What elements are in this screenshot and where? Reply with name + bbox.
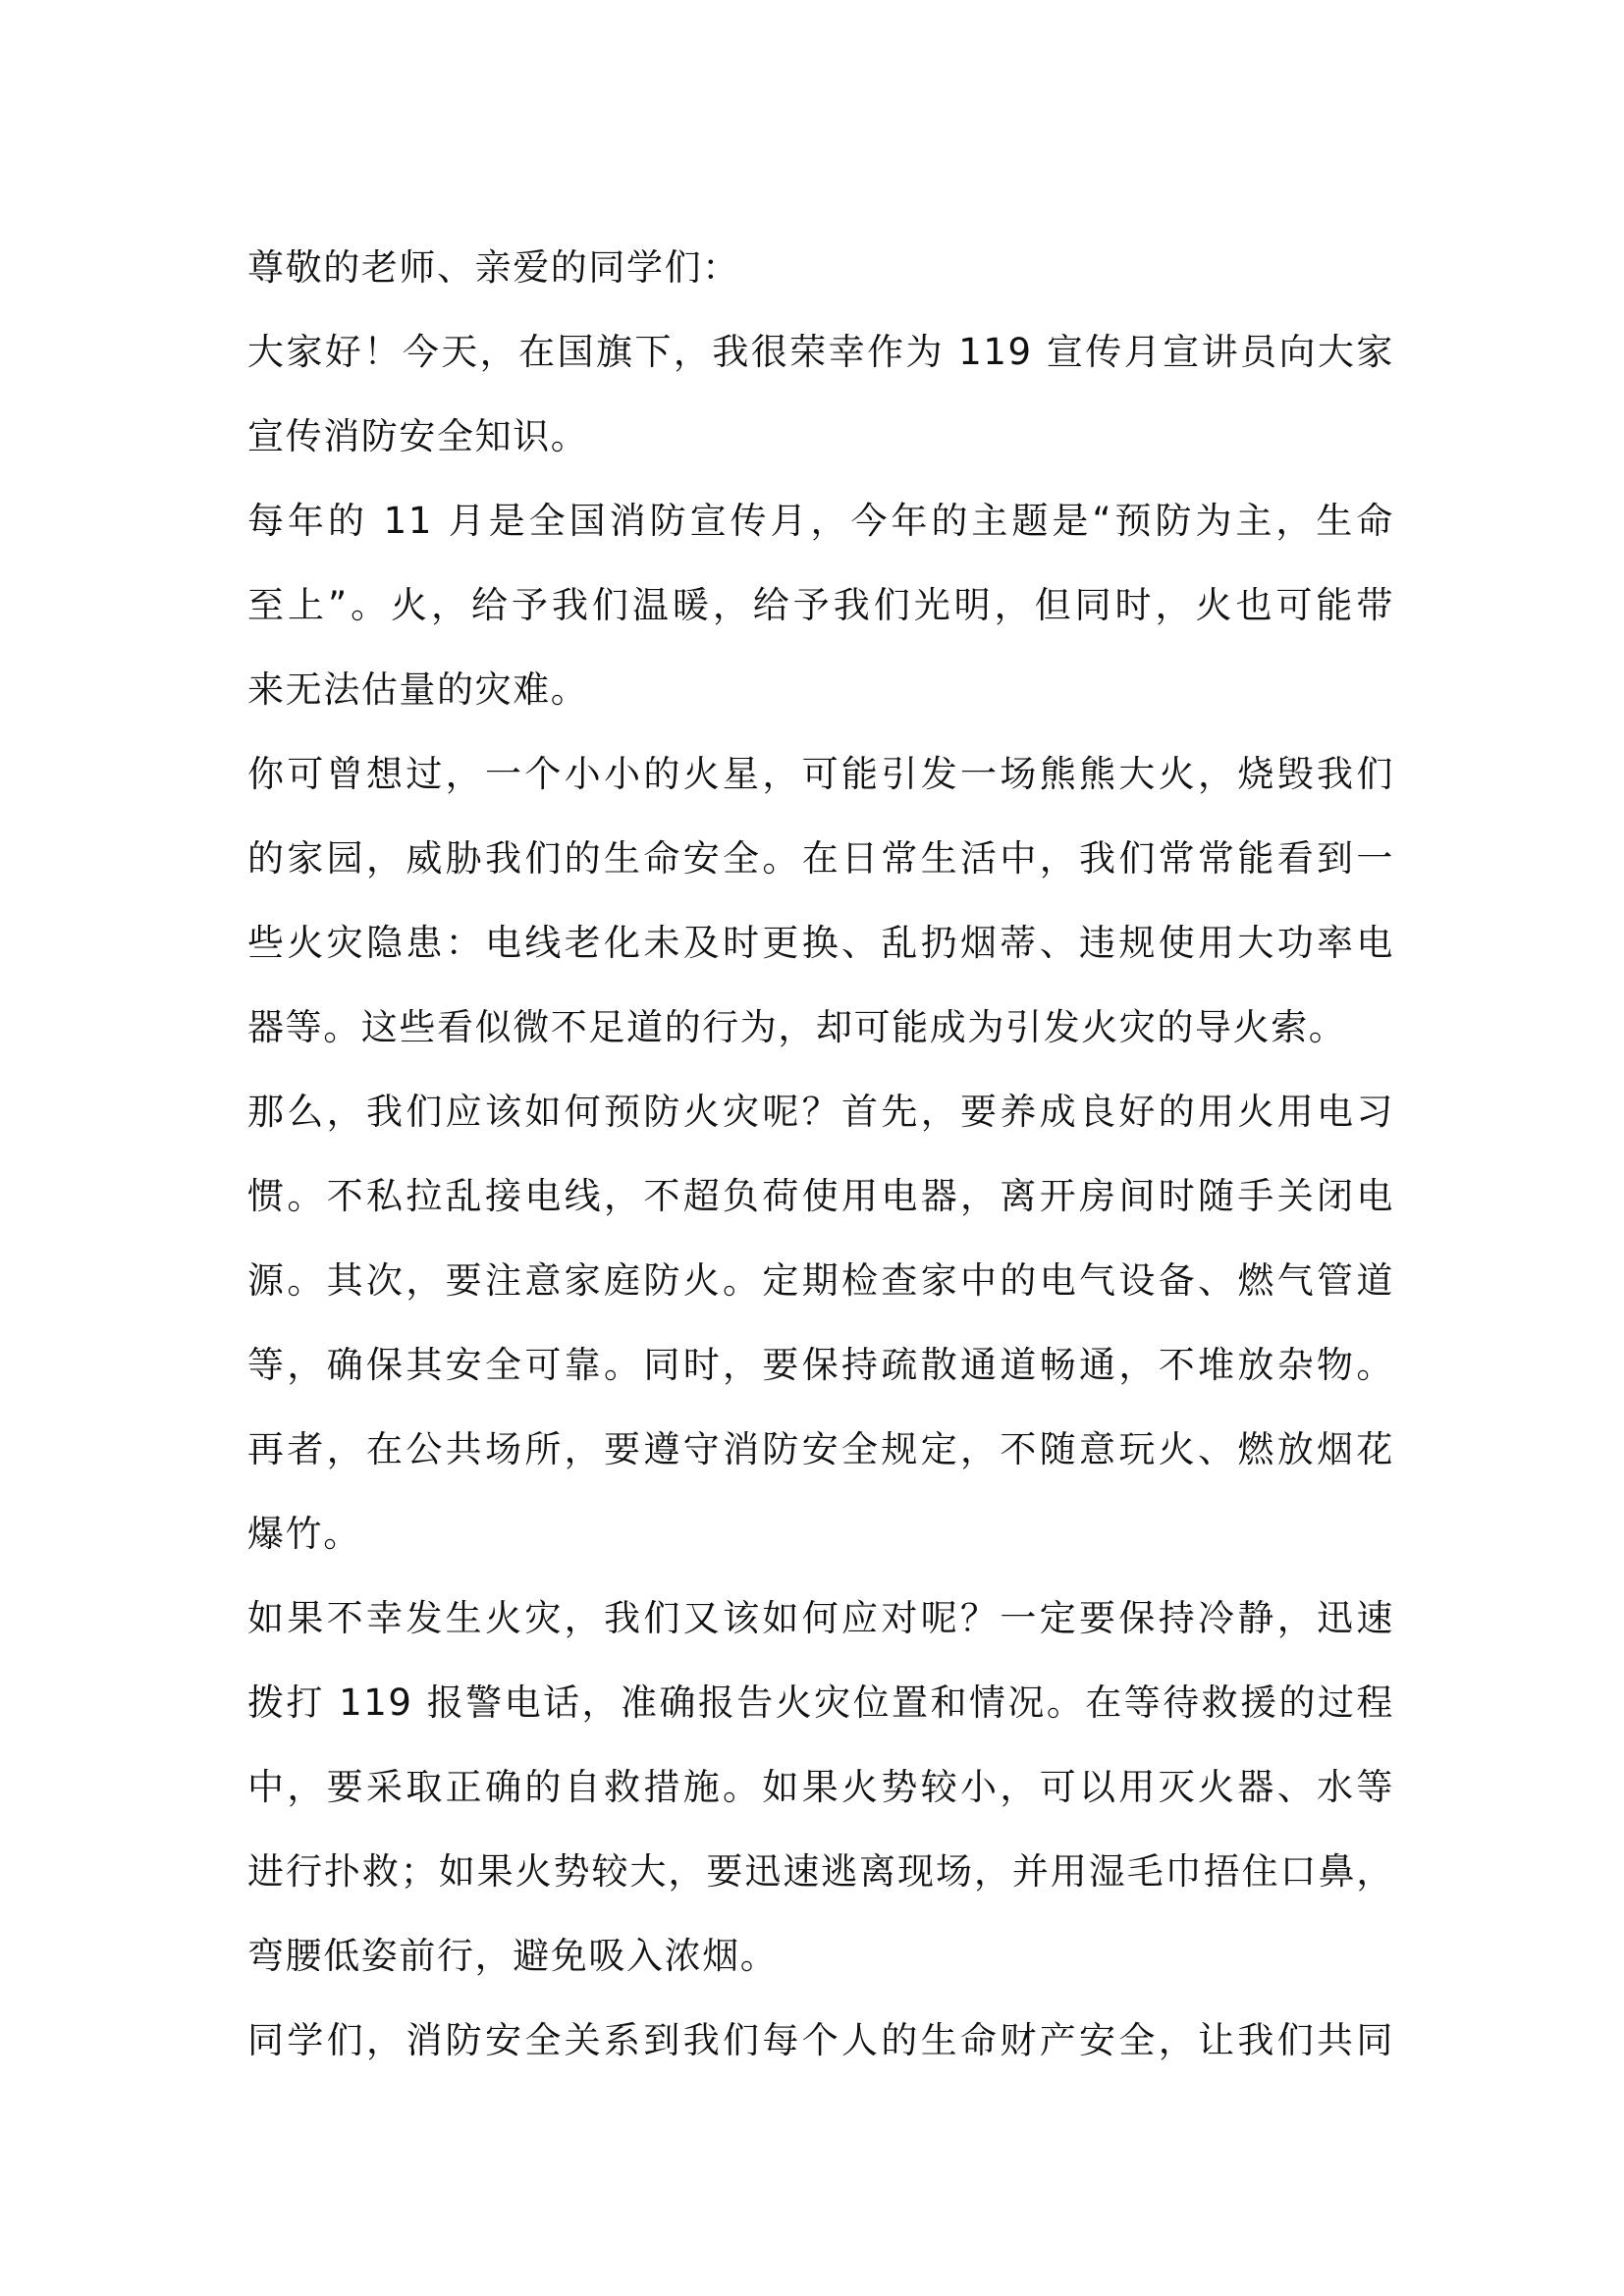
- text-line: 拨打 119 报警电话，准确报告火灾位置和情况。在等待救援的过程: [247, 1682, 1394, 1724]
- text-line: 再者，在公共场所，要遵守消防安全规定，不随意玩火、燃放烟花: [247, 1428, 1394, 1470]
- text-line: 大家好！今天，在国旗下，我很荣幸作为 119 宣传月宣讲员向大家: [247, 331, 1394, 373]
- paragraph-closing: [247, 1999, 1394, 2083]
- paragraph-theme: [247, 479, 1394, 732]
- text-line: 的家园，威胁我们的生命安全。在日常生活中，我们常常能看到一: [247, 837, 1394, 880]
- text-line: 来无法估量的灾难。: [247, 668, 589, 711]
- text-line: 弯腰低姿前行，避免吸入浓烟。: [247, 1935, 779, 1977]
- text-line: 进行扑救；如果火势较大，要迅速逃离现场，并用湿毛巾捂住口鼻，: [247, 1850, 1394, 1893]
- text-line: 每年的 11 月是全国消防宣传月，今年的主题是“预防为主，生命: [247, 500, 1394, 542]
- text-line: 些火灾隐患：电线老化未及时更换、乱扔烟蒂、违规使用大功率电: [247, 922, 1394, 964]
- text-line: 你可曾想过，一个小小的火星，可能引发一场熊熊大火，烧毁我们: [247, 753, 1394, 795]
- text-line: 至上”。火，给予我们温暖，给予我们光明，但同时，火也可能带: [247, 584, 1394, 626]
- speech-body: [247, 226, 1394, 2083]
- text-line: 器等。这些看似微不足道的行为，却可能成为引发火灾的导火索。: [247, 1006, 1347, 1048]
- text-line: 那么，我们应该如何预防火灾呢？首先，要养成良好的用火用电习: [247, 1091, 1394, 1133]
- text-line: 尊敬的老师、亲爱的同学们：: [247, 246, 740, 289]
- paragraph-response: [247, 1576, 1394, 1999]
- text-line: 惯。不私拉乱接电线，不超负荷使用电器，离开房间时随手关闭电: [247, 1175, 1394, 1217]
- text-line: 源。其次，要注意家庭防火。定期检查家中的电气设备、燃气管道: [247, 1259, 1394, 1302]
- text-line: 同学们，消防安全关系到我们每个人的生命财产安全，让我们共同: [247, 2019, 1394, 2061]
- paragraph-salutation: [247, 226, 1394, 310]
- text-line: 如果不幸发生火灾，我们又该如何应对呢？一定要保持冷静，迅速: [247, 1597, 1394, 1639]
- text-line: 宣传消防安全知识。: [247, 415, 589, 457]
- text-line: 爆竹。: [247, 1513, 361, 1555]
- paragraph-prevention: [247, 1070, 1394, 1576]
- paragraph-hazards: [247, 732, 1394, 1070]
- paragraph-greeting: [247, 310, 1394, 479]
- text-line: 等，确保其安全可靠。同时，要保持疏散通道畅通，不堆放杂物。: [247, 1344, 1394, 1386]
- text-line: 中，要采取正确的自救措施。如果火势较小，可以用灭火器、水等: [247, 1766, 1394, 1808]
